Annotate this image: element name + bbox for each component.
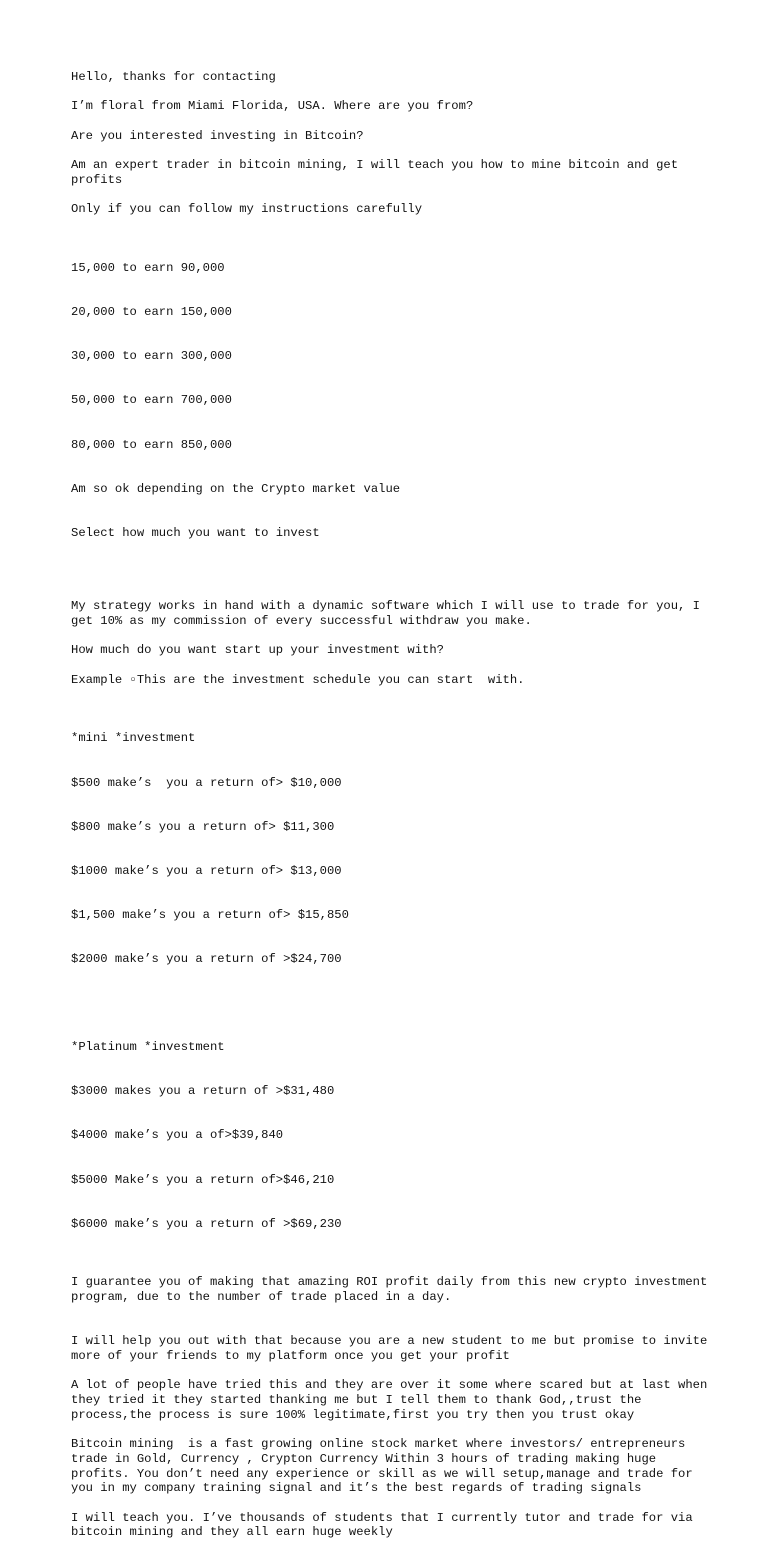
mini-line: $500 make’s you a return of> $10,000: [71, 775, 342, 790]
plan-line: Am so ok depending on the Crypto market value: [71, 481, 401, 496]
mini-line: $800 make’s you a return of> $11,300: [71, 819, 335, 834]
plan-line: 50,000 to earn 700,000: [71, 393, 232, 408]
question-text: Are you interested investing in Bitcoin?: [71, 128, 364, 143]
condition-text: Only if you can follow my instructions carefully: [71, 202, 423, 217]
plans-list: [71, 232, 711, 570]
help-text: I will help you out with that because you are a new student to me but promise to invite more of your friends to my platform once you get your profit: [71, 1334, 715, 1363]
guarantee-text: I guarantee you of making that amazing ROI profit daily from this new crypto investment program, due to the number of trade placed in a day.: [71, 1275, 715, 1305]
platinum-investment-list: [71, 1011, 711, 1261]
people-text: A lot of people have tried this and they are over it some where scared but at last when they tried it they started thanking me but I tell them to thank God,,trust the process,the process is sure 100% legitimate,first you try then you trust okay: [71, 1378, 715, 1422]
platinum-line: $5000 Make’s you a return of>$46,210: [71, 1172, 335, 1187]
platinum-heading: *Platinum *investment: [71, 1040, 225, 1055]
plan-line: 30,000 to earn 300,000: [71, 349, 232, 364]
mini-line: $1,500 make’s you a return of> $15,850: [71, 907, 349, 922]
mining-text: Bitcoin mining is a fast growing online stock market where investors/ entrepreneurs trade in Gold, Currency , Crypton Currency Within 3 hours of trading making huge profits. You don’t need any experience or skill as we will setup,manage and trade for you in my company training signal and it’s the best regards of trading signals: [71, 1437, 700, 1496]
teach-text: I will teach you. I’ve thousands of students that I currently tutor and trade for via bitcoin mining and they all earn huge weekly: [71, 1510, 700, 1540]
plan-line: Select how much you want to invest: [71, 525, 320, 540]
document-page: [71, 70, 715, 1555]
intro-text: I’m floral from Miami Florida, USA. Where are you from?: [71, 99, 474, 114]
plan-line: 80,000 to earn 850,000: [71, 437, 232, 452]
blank-gap: [71, 585, 711, 600]
greeting-text: Hello, thanks for contacting: [71, 70, 276, 84]
plan-line: 15,000 to earn 90,000: [71, 261, 225, 276]
mini-investment-list: [71, 702, 711, 996]
mini-heading: *mini *investment: [71, 731, 196, 746]
example-text: Example ▫This are the investment schedule you can start with.: [71, 672, 525, 687]
platinum-line: $6000 make’s you a return of >$69,230: [71, 1216, 342, 1231]
strategy-text: My strategy works in hand with a dynamic software which I will use to trade for you, I get 10% as my commission of every successful withdraw you make.: [71, 599, 708, 628]
expert-text: Am an expert trader in bitcoin mining, I will teach you how to mine bitcoin and get profits: [71, 158, 686, 187]
startup-text: How much do you want start up your investment with?: [71, 643, 444, 658]
mini-line: $1000 make’s you a return of> $13,000: [71, 863, 342, 878]
blank-gap: [71, 1320, 711, 1335]
platinum-line: $3000 makes you a return of >$31,480: [71, 1084, 335, 1099]
mini-line: $2000 make’s you a return of >$24,700: [71, 952, 342, 967]
platinum-line: $4000 make’s you a of>$39,840: [71, 1128, 284, 1143]
plan-line: 20,000 to earn 150,000: [71, 305, 232, 320]
